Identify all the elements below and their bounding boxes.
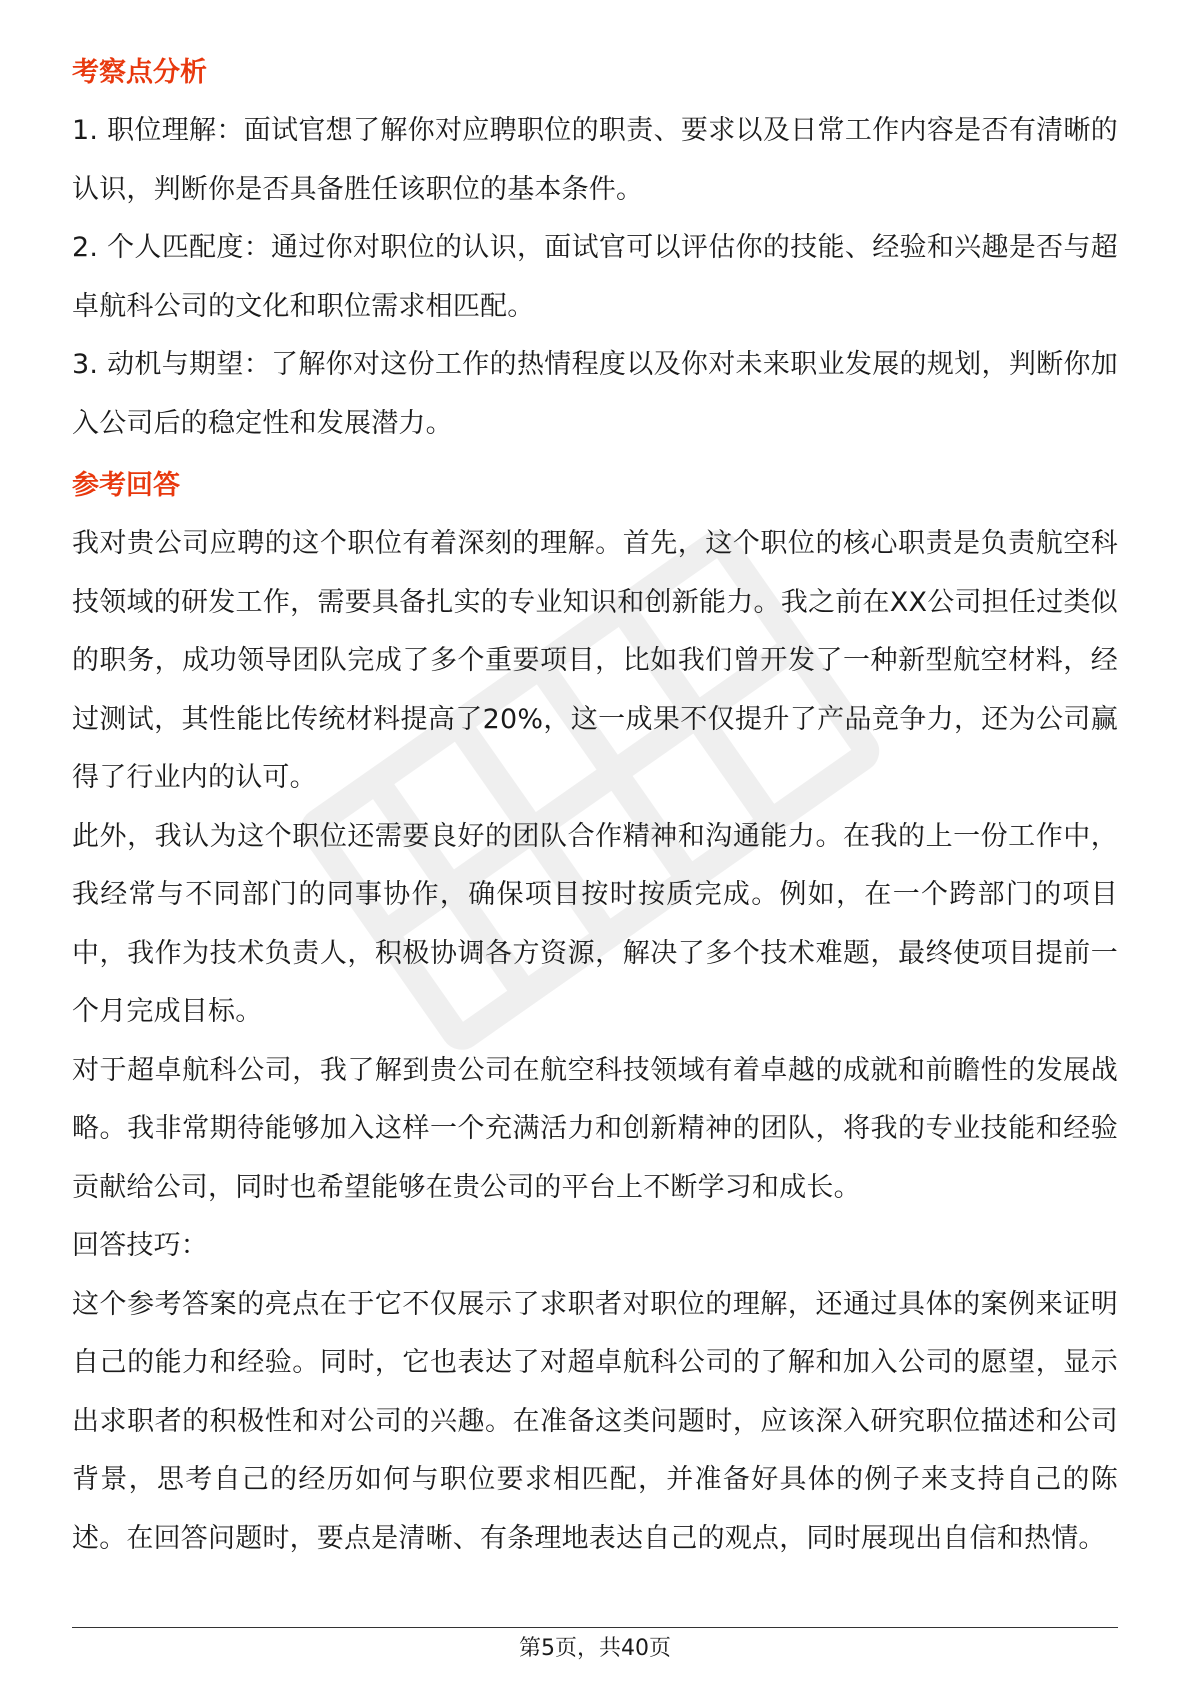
tips-paragraph: 这个参考答案的亮点在于它不仅展示了求职者对职位的理解，还通过具体的案例来证明自己的能力和经验。同时，它也表达了对超卓航科公司的了解和加入公司的愿望，显示出求职者的积极性和对公司的兴趣。在准备这类问题时，应该深入研究职位描述和公司背景，思考自己的经历如何与职位要求相匹配，并准备好具体的例子来支持自己的陈述。在回答问题时，要点是清晰、有条理地表达自己的观点，同时展现出自信和热情。 [72, 1288, 1118, 1554]
analysis-point-2: 2. 个人匹配度：通过你对职位的认识，面试官可以评估你的技能、经验和兴趣是否与超卓航科公司的文化和职位需求相匹配。 [72, 232, 1118, 322]
analysis-heading: 考察点分析 [72, 57, 207, 88]
page-number: 第5页，共40页 [519, 1636, 671, 1661]
answer-paragraph-3: 对于超卓航科公司，我了解到贵公司在航空科技领域有着卓越的成就和前瞻性的发展战略。我非常期待能够加入这样一个充满活力和创新精神的团队，将我的专业技能和经验贡献给公司，同时也希望能够在贵公司的平台上不断学习和成长。 [72, 1054, 1118, 1203]
answer-paragraph-2: 此外，我认为这个职位还需要良好的团队合作精神和沟通能力。在我的上一份工作中，我经常与不同部门的同事协作，确保项目按时按质完成。例如，在一个跨部门的项目中，我作为技术负责人，积极协调各方资源，解决了多个技术难题，最终使项目提前一个月完成目标。 [72, 820, 1118, 1027]
page-content [72, 44, 1118, 1568]
footer-divider [72, 1627, 1118, 1628]
analysis-point-3: 3. 动机与期望：了解你对这份工作的热情程度以及你对未来职业发展的规划，判断你加入公司后的稳定性和发展潜力。 [72, 349, 1118, 439]
tips-label: 回答技巧： [72, 1230, 208, 1261]
answer-paragraph-1: 我对贵公司应聘的这个职位有着深刻的理解。首先，这个职位的核心职责是负责航空科技领域的研发工作，需要具备扎实的专业知识和创新能力。我之前在XX公司担任过类似的职务，成功领导团队完成了多个重要项目，比如我们曾开发了一种新型航空材料，经过测试，其性能比传统材料提高了20%，这一成果不仅提升了产品竞争力，还为公司赢得了行业内的认可。 [72, 528, 1118, 793]
analysis-point-1: 1. 职位理解：面试官想了解你对应聘职位的职责、要求以及日常工作内容是否有清晰的认识，判断你是否具备胜任该职位的基本条件。 [72, 115, 1118, 205]
answer-heading: 参考回答 [72, 470, 180, 501]
